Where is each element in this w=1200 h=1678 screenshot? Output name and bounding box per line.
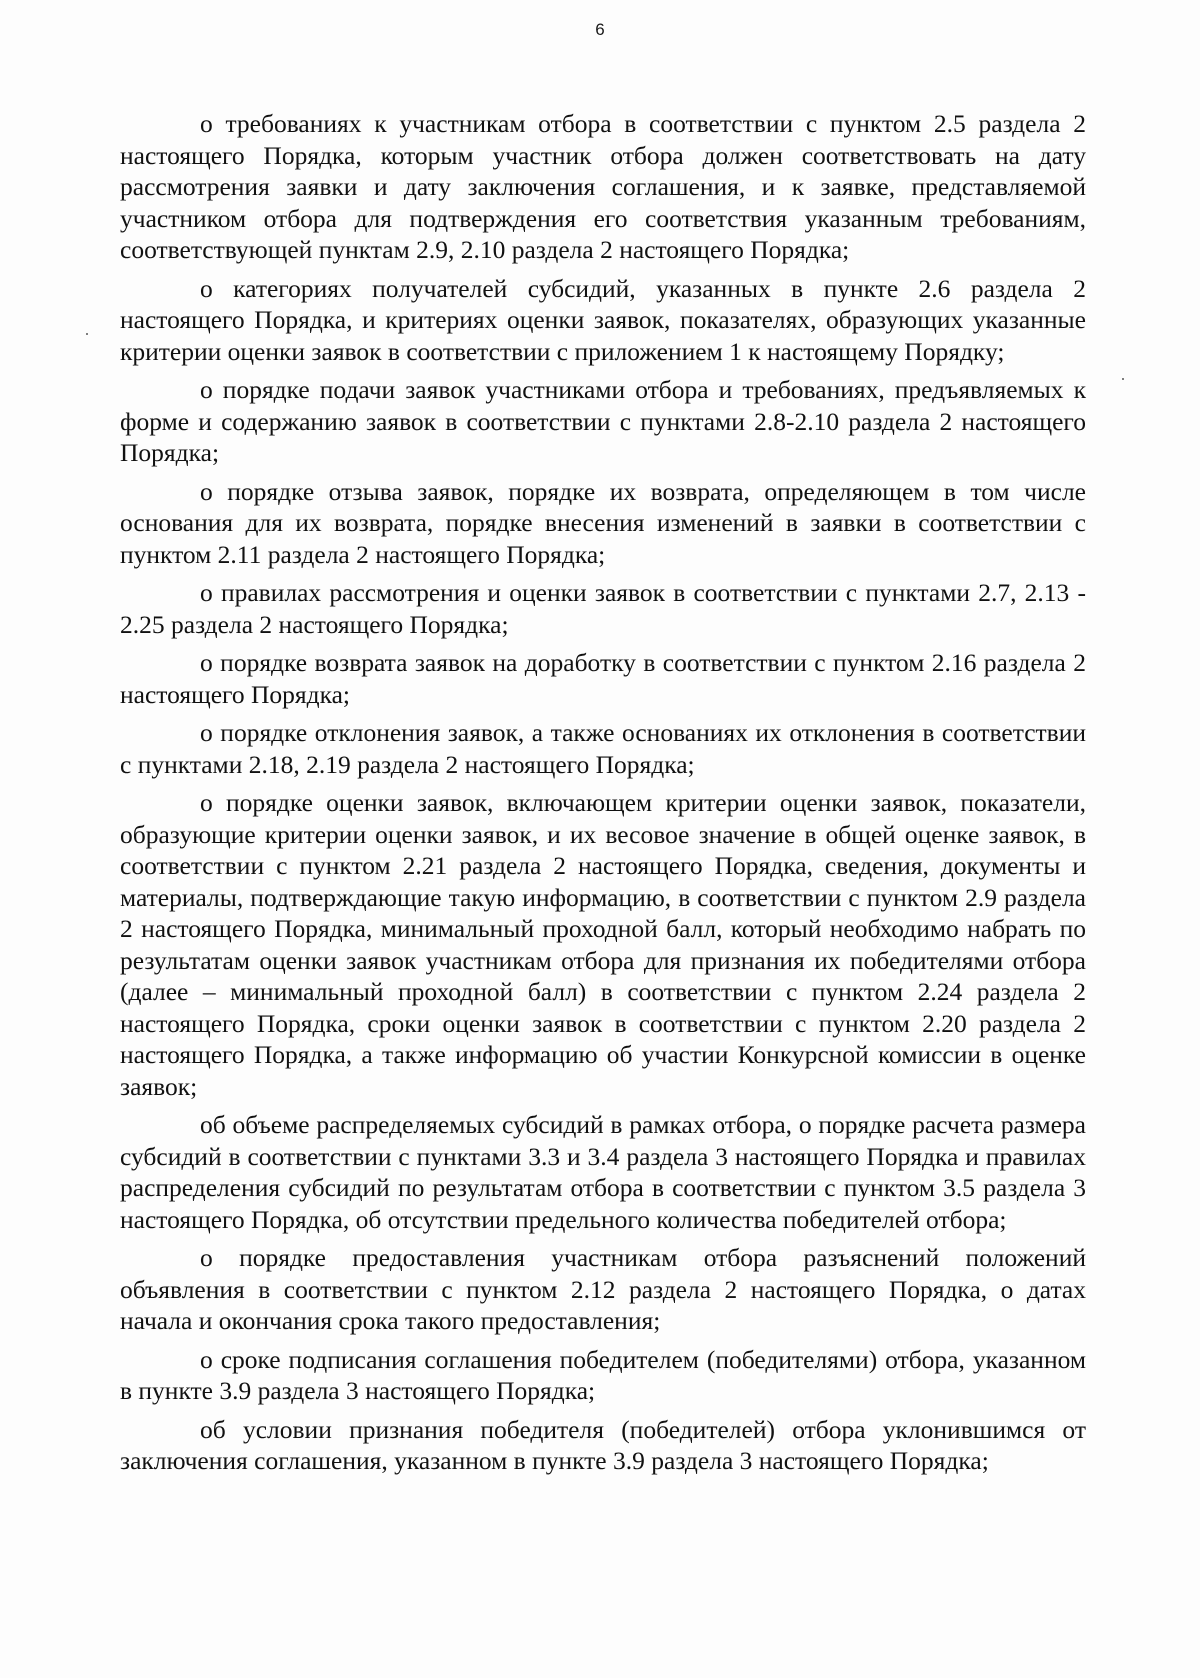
paragraph-subsidy-volume: об объеме распределяемых субсидий в рамках отбора, о порядке расчета размера субсидий в соответствии с пунктами 3.3 и 3.4 раздела 3 настоящего Порядка и правилах распределения субсидий по результатам отбора в соответствии с пунктом 3.5 раздела 3 настоящего Порядка, об отсутствии предельного количества победителей отбора; [120, 1110, 1086, 1234]
paragraph-signing-deadline: о сроке подписания соглашения победителем (победителями) отбора, указанном в пункте 3.9 раздела 3 настоящего Порядка; [120, 1344, 1086, 1405]
paragraph-review-rules: о правилах рассмотрения и оценки заявок в соответствии с пунктами 2.7, 2.13 - 2.25 раздела 2 настоящего Порядка; [120, 578, 1086, 639]
page-number: 6 [595, 20, 605, 39]
paragraph-rejection: о порядке отклонения заявок, а также основаниях их отклонения в соответствии с пунктами 2.18, 2.19 раздела 2 настоящего Порядка; [120, 718, 1086, 779]
paragraph-categories: о категориях получателей субсидий, указанных в пункте 2.6 раздела 2 настоящего Порядка, и критериях оценки заявок, показателях, образующих указанные критерии оценки заявок в соответствии с приложением 1 к настоящему Порядку; [120, 273, 1086, 366]
paragraph-evasion-condition: об условии признания победителя (победителей) отбора уклонившимся от заключения соглашения, указанном в пункте 3.9 раздела 3 настоящего Порядка; [120, 1414, 1086, 1475]
paragraph-evaluation: о порядке оценки заявок, включающем критерии оценки заявок, показатели, образующие критерии оценки заявок, и их весовое значение в общей оценке заявок, в соответствии с пунктом 2.21 раздела 2 настоящего Порядка, сведения, документы и материалы, подтверждающие такую информацию, в соответствии с пунктом 2.9 раздела 2 настоящего Порядка, минимальный проходной балл, который необходимо набрать по результатам оценки заявок участникам отбора для признания их победителями отбора (далее – минимальный проходной балл) в соответствии с пунктом 2.24 раздела 2 настоящего Порядка, сроки оценки заявок в соответствии с пунктом 2.20 раздела 2 настоящего Порядка, а также информацию об участии Конкурсной комиссии в оценке заявок; [120, 788, 1086, 1101]
paragraph-clarifications: о порядке предоставления участникам отбора разъяснений положений объявления в соответствии с пунктом 2.12 раздела 2 настоящего Порядка, о датах начала и окончания срока такого предоставления; [120, 1243, 1086, 1335]
paragraph-withdrawal: о порядке отзыва заявок, порядке их возврата, определяющем в том числе основания для их возврата, порядке внесения изменений в заявки в соответствии с пунктом 2.11 раздела 2 настоящего Порядка; [120, 476, 1086, 569]
paragraph-requirements: о требованиях к участникам отбора в соответствии с пунктом 2.5 раздела 2 настоящего Порядка, которым участник отбора должен соответствовать на дату рассмотрения заявки и дату заключения соглашения, и к заявке, представляемой участником отбора для подтверждения его соответствия указанным требованиям, соответствующей пунктам 2.9, 2.10 раздела 2 настоящего Порядка; [120, 109, 1086, 264]
body-text [120, 108, 1086, 1484]
scan-speck [1122, 378, 1124, 380]
scan-speck [86, 333, 88, 335]
paragraph-submission: о порядке подачи заявок участниками отбора и требованиях, предъявляемых к форме и содержанию заявок в соответствии с пунктами 2.8-2.10 раздела 2 настоящего Порядка; [120, 375, 1086, 467]
paragraph-return-revision: о порядке возврата заявок на доработку в соответствии с пунктом 2.16 раздела 2 настоящего Порядка; [120, 648, 1086, 709]
